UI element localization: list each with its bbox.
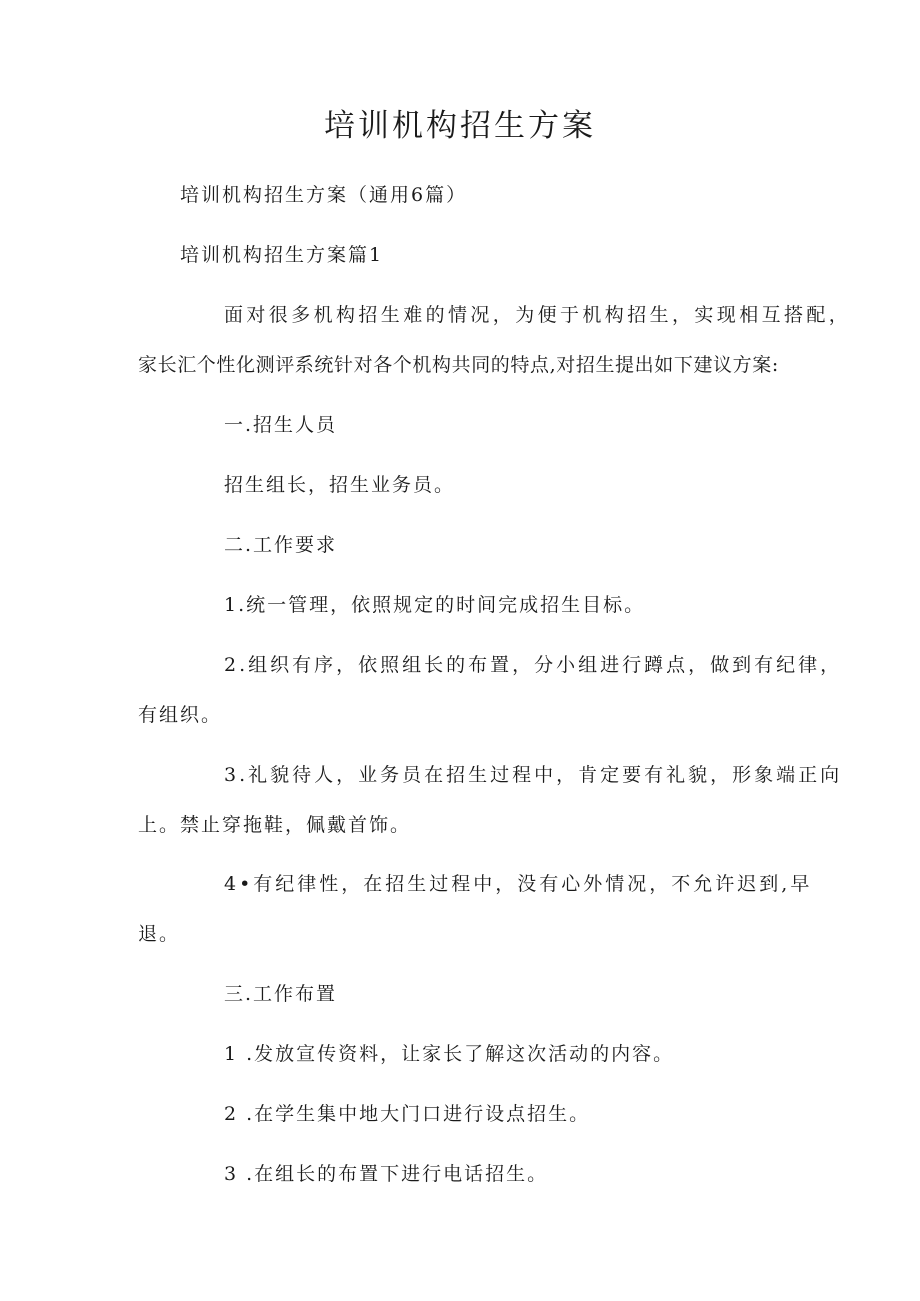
document-subtitle: 培训机构招生方案（通用6篇） [180, 184, 468, 206]
requirement-4-line-1: 4•有纪律性，在招生过程中，没有心外情况，不允许迟到,早 [224, 873, 813, 895]
requirement-1: 1.统一管理，依照规定的时间完成招生目标。 [224, 594, 646, 616]
requirement-3-line-1: 3.礼貌待人，业务员在招生过程中，肯定要有礼貌，形象端正向 [224, 764, 843, 786]
arrangement-1: 1 .发放宣传资料，让家长了解这次活动的内容。 [224, 1043, 675, 1065]
intro-paragraph-line-1: 面对很多机构招生难的情况，为便于机构招生，实现相互搭配， [224, 304, 852, 326]
part3-heading: 三.工作布置 [224, 983, 338, 1005]
part2-heading: 二.工作要求 [224, 534, 338, 556]
requirement-4-line-2: 退。 [138, 923, 181, 945]
intro-paragraph-line-2: 家长汇个性化测评系统针对各个机构共同的特点,对招生提出如下建议方案: [138, 354, 779, 376]
arrangement-3: 3 .在组长的布置下进行电话招生。 [224, 1163, 549, 1185]
part1-heading: 一.招生人员 [224, 414, 338, 436]
part1-text: 招生组长，招生业务员。 [224, 474, 456, 496]
requirement-2-line-1: 2.组织有序，依照组长的布置，分小组进行蹲点，做到有纪律， [224, 654, 843, 676]
arrangement-2: 2 .在学生集中地大门口进行设点招生。 [224, 1103, 591, 1125]
requirement-3-line-2: 上。禁止穿拖鞋，佩戴首饰。 [138, 814, 412, 836]
document-title: 培训机构招生方案 [324, 108, 596, 144]
section-heading: 培训机构招生方案篇1 [180, 244, 384, 266]
requirement-2-line-2: 有组织。 [138, 704, 223, 726]
